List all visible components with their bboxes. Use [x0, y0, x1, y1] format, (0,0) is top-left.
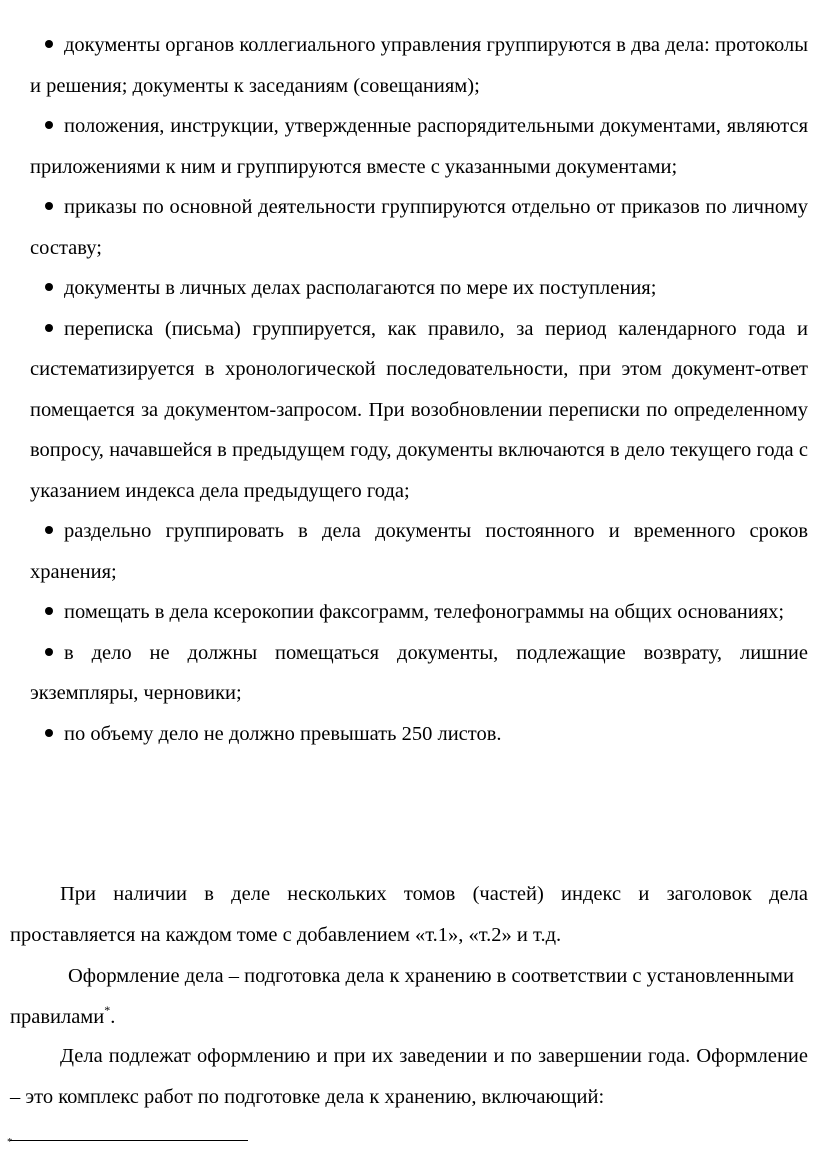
list-item-text: раздельно группировать в дела документы постоянного и временного сроков хранения;	[30, 520, 808, 583]
list-item-text: в дело не должны помещаться документы, подлежащие возврату, лишние экземпляры, черновики;	[30, 641, 808, 704]
list-item	[30, 309, 808, 512]
paragraph-definition	[10, 956, 808, 1037]
footnote-divider	[10, 1140, 248, 1141]
footnote-reference[interactable]: *	[104, 1002, 111, 1017]
footnote-mark: *	[7, 1136, 13, 1148]
list-item	[30, 187, 808, 268]
list-item	[30, 714, 808, 755]
list-item	[30, 511, 808, 592]
list-item-text: положения, инструкции, утвержденные распорядительными документами, являются приложениями к ним и группируются вместе с указанными документами;	[30, 115, 808, 178]
list-item	[30, 592, 808, 633]
bullet-list	[30, 25, 808, 754]
list-item-text: приказы по основной деятельности группируются отдельно от приказов по личному составу;	[30, 196, 808, 259]
paragraph-volumes: При наличии в деле нескольких томов (частей) индекс и заголовок дела проставляется на каждом томе с добавлением «т.1», «т.2» и т.д.	[10, 883, 808, 946]
list-item	[30, 268, 808, 309]
bullet-icon	[45, 121, 53, 129]
list-item-text: документы в личных делах располагаются по мере их поступления;	[64, 277, 657, 299]
list-item	[30, 106, 808, 187]
definition-text: Оформление дела – подготовка дела к хранению в соответствии с установленными правилами	[10, 965, 794, 1028]
bullet-icon	[45, 202, 53, 210]
paragraph-registration: Дела подлежат оформлению и при их заведении и по завершении года. Оформление – это комплекс работ по подготовке дела к хранению, включающий:	[10, 1045, 808, 1108]
list-item-text: документы органов коллегиального управления группируются в два дела: протоколы и решения; документы к заседаниям (совещаниям);	[30, 34, 808, 97]
bullet-icon	[45, 40, 53, 48]
bullet-icon	[45, 324, 53, 332]
list-item-text: помещать в дела ксерокопии факсограмм, телефонограммы на общих основаниях;	[64, 601, 785, 623]
bullet-icon	[45, 526, 53, 534]
definition-end: .	[110, 1005, 116, 1028]
list-item	[30, 25, 808, 106]
list-item-text: по объему дело не должно превышать 250 листов.	[64, 722, 502, 745]
list-item-text: переписка (письма) группируется, как правило, за период календарного года и систематизируется в хронологической последовательности, при этом документ-ответ помещается за документом-запросом. При возобновлении переписки по определенному вопросу, начавшейся в предыдущем году, документы включаются в дело текущего года с указанием индекса дела предыдущего года;	[30, 317, 808, 502]
bullet-icon	[45, 607, 53, 615]
list-item	[30, 633, 808, 714]
bullet-icon	[45, 283, 53, 291]
bullet-icon	[45, 648, 53, 656]
bullet-icon	[45, 729, 53, 737]
